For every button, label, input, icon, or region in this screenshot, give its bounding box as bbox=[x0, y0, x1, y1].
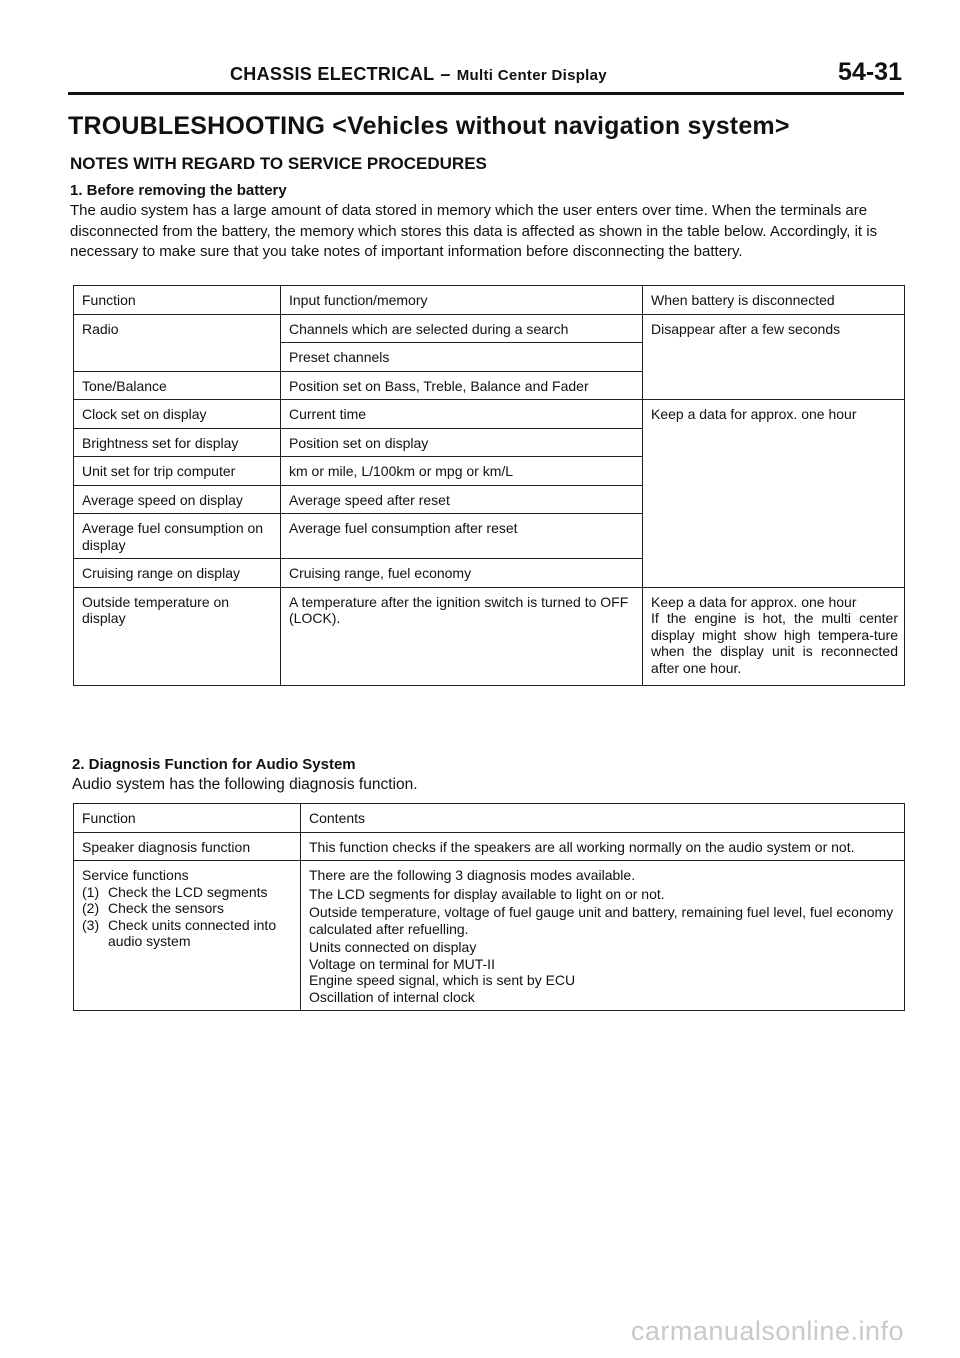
cell-function: Cruising range on display bbox=[74, 559, 281, 588]
cell-function: Brightness set for display bbox=[74, 428, 281, 457]
contents-line: There are the following 3 diagnosis modes available. bbox=[309, 867, 636, 883]
list-item-num: (2) bbox=[82, 900, 100, 916]
contents-line: Engine speed signal, which is sent by ECU bbox=[309, 972, 576, 988]
cell-function: Unit set for trip computer bbox=[74, 457, 281, 486]
header-subsection: Multi Center Display bbox=[456, 67, 607, 84]
cell-disconnect-note: If the engine is hot, the multi center display might show high tempera-ture when the display unit is reconnected after one hour. bbox=[651, 610, 898, 676]
cell-function: Speaker diagnosis function bbox=[74, 832, 301, 861]
page-number: 54-31 bbox=[838, 58, 902, 86]
header-cell-disconnect: When battery is disconnected bbox=[643, 286, 905, 315]
cell-input: Current time bbox=[281, 400, 643, 429]
cell-service-contents bbox=[301, 861, 905, 1011]
section2-heading: 2. Diagnosis Function for Audio System bbox=[72, 756, 356, 773]
cell-input: Cruising range, fuel economy bbox=[281, 559, 643, 588]
diagnosis-table bbox=[73, 803, 905, 1011]
table-header-row bbox=[74, 804, 905, 833]
table-row bbox=[74, 400, 905, 429]
contents-line: Oscillation of internal clock bbox=[309, 988, 475, 1005]
cell-contents: This function checks if the speakers are all working normally on the audio system or not. bbox=[301, 832, 905, 861]
cell-function: Radio bbox=[74, 314, 281, 371]
list-item-text: Check units connected into audio system bbox=[108, 916, 277, 949]
header-cell-function: Function bbox=[74, 804, 301, 833]
page-title: TROUBLESHOOTING <Vehicles without navigation system> bbox=[68, 112, 790, 140]
cell-input: km or mile, L/100km or mpg or km/L bbox=[281, 457, 643, 486]
section2-body: Audio system has the following diagnosis function. bbox=[72, 776, 418, 793]
list-item-text: Check the sensors bbox=[108, 900, 224, 916]
cell-disconnect: Keep a data for approx. one hour bbox=[643, 400, 905, 588]
header-cell-contents: Contents bbox=[301, 804, 905, 833]
section1-body: The audio system has a large amount of data stored in memory which the user enters over time. When the terminals are disconnected from the battery, the memory which stores this data is affected as shown in the table below. Accordingly, it is necessary to make sure that you take notes of important information before disconnecting the battery. bbox=[70, 202, 878, 260]
cell-input: Channels which are selected during a search bbox=[281, 314, 643, 343]
table-row bbox=[74, 832, 905, 861]
contents-line: Voltage on terminal for MUT-II bbox=[309, 955, 495, 972]
cell-disconnect: Disappear after a few seconds bbox=[643, 314, 905, 400]
cell-input: Position set on Bass, Treble, Balance and Fader bbox=[281, 371, 643, 400]
table-row bbox=[74, 861, 905, 1011]
section1-heading: 1. Before removing the battery bbox=[70, 182, 287, 199]
cell-input: A temperature after the ignition switch is turned to OFF (LOCK). bbox=[281, 587, 643, 685]
contents-line: Outside temperature, voltage of fuel gauge unit and battery, remaining fuel level, fuel economy calculated after refuelling. bbox=[309, 904, 894, 937]
list-item bbox=[82, 900, 294, 917]
header-section-title bbox=[230, 64, 607, 85]
list-item-num: (3) bbox=[82, 916, 100, 933]
header-section: CHASSIS ELECTRICAL bbox=[230, 64, 435, 84]
battery-memory-table bbox=[73, 285, 905, 686]
contents-line: The LCD segments for display available to light on or not. bbox=[309, 885, 665, 902]
list-item-num: (1) bbox=[82, 883, 100, 900]
list-item-text: Check the LCD segments bbox=[108, 883, 268, 900]
cell-function: Average speed on display bbox=[74, 485, 281, 514]
cell-input: Average speed after reset bbox=[281, 485, 643, 514]
list-item bbox=[82, 917, 294, 950]
cell-input: Average fuel consumption after reset bbox=[281, 514, 643, 559]
cell-function: Average fuel consumption on display bbox=[74, 514, 281, 559]
service-functions-title: Service functions bbox=[82, 867, 189, 883]
header-dash: – bbox=[440, 64, 451, 84]
page-subtitle: NOTES WITH REGARD TO SERVICE PROCEDURES bbox=[70, 154, 487, 173]
cell-disconnect-line: Keep a data for approx. one hour bbox=[651, 593, 857, 610]
contents-line: Units connected on display bbox=[309, 939, 477, 955]
header-cell-input: Input function/memory bbox=[281, 286, 643, 315]
table-row bbox=[74, 314, 905, 343]
cell-disconnect bbox=[643, 587, 905, 685]
cell-input: Preset channels bbox=[281, 343, 643, 372]
table-header-row bbox=[74, 286, 905, 315]
cell-function: Clock set on display bbox=[74, 400, 281, 429]
header-cell-function: Function bbox=[74, 286, 281, 315]
list-item bbox=[82, 884, 294, 901]
page-header bbox=[68, 58, 904, 95]
cell-function: Outside temperature on display bbox=[74, 587, 281, 685]
table-row bbox=[74, 587, 905, 685]
cell-function: Tone/Balance bbox=[74, 371, 281, 400]
cell-input: Position set on display bbox=[281, 428, 643, 457]
watermark: carmanualsonline.info bbox=[630, 1316, 904, 1346]
cell-service-functions bbox=[74, 861, 301, 1011]
